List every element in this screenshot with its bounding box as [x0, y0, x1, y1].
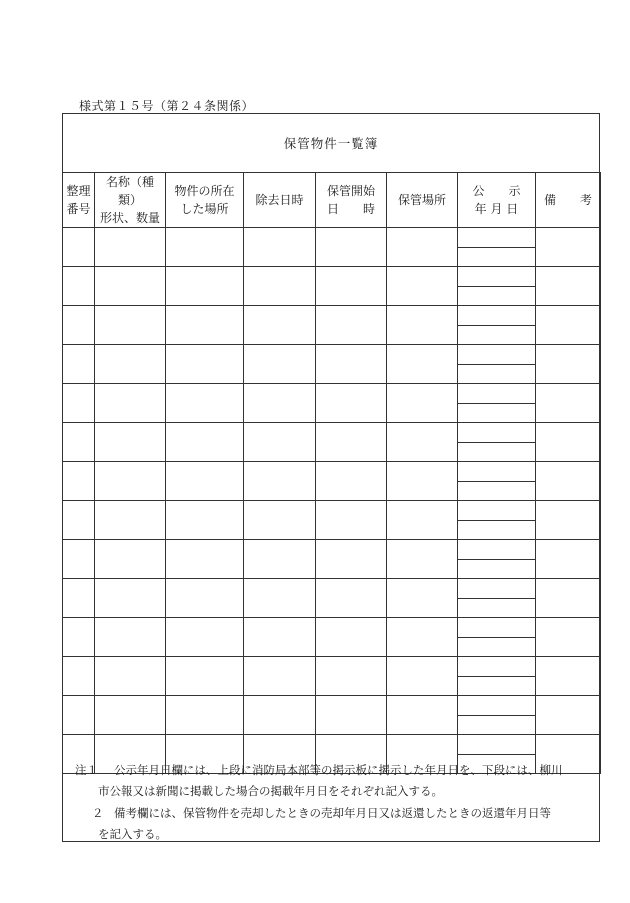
- cell-notice-upper: [458, 696, 536, 716]
- note2-label: ２: [92, 806, 104, 820]
- header-notice-line1: 公 示: [472, 184, 521, 198]
- header-removal: [244, 173, 316, 228]
- cell-removal: [244, 423, 316, 462]
- cell-place: [387, 540, 458, 579]
- cell-place: [387, 462, 458, 501]
- cell-place: [387, 384, 458, 423]
- cell-removal: [244, 306, 316, 345]
- cell-remarks: [536, 462, 601, 501]
- cell-number: [63, 306, 95, 345]
- cell-notice-lower: [458, 286, 536, 306]
- cell-remarks: [536, 579, 601, 618]
- cell-remarks: [536, 228, 601, 267]
- cell-number: [63, 345, 95, 384]
- cell-notice-lower: [458, 520, 536, 540]
- ledger-form: [62, 113, 600, 842]
- cell-start: [316, 384, 387, 423]
- cell-notice-lower: [458, 403, 536, 423]
- cell-removal: [244, 345, 316, 384]
- cell-notice-lower: [458, 364, 536, 384]
- cell-notice-lower: [458, 247, 536, 267]
- header-notice: [458, 173, 536, 228]
- cell-removal: [244, 579, 316, 618]
- cell-notice-lower: [458, 325, 536, 345]
- cell-removal: [244, 228, 316, 267]
- cell-removal: [244, 657, 316, 696]
- cell-start: [316, 462, 387, 501]
- cell-notice-upper: [458, 384, 536, 404]
- cell-location: [166, 462, 244, 501]
- header-location: [166, 173, 244, 228]
- table-body: [63, 228, 601, 774]
- cell-name: [95, 501, 166, 540]
- header-start: [316, 173, 387, 228]
- cell-removal: [244, 618, 316, 657]
- table-row: [63, 267, 601, 287]
- cell-start: [316, 657, 387, 696]
- header-number-line1: 整理: [66, 184, 91, 198]
- cell-location: [166, 345, 244, 384]
- table-header: [63, 173, 601, 228]
- cell-notice-lower: [458, 598, 536, 618]
- cell-remarks: [536, 501, 601, 540]
- table-row: [63, 579, 601, 599]
- cell-remarks: [536, 540, 601, 579]
- header-notice-line2: 年 月 日: [474, 202, 519, 216]
- header-place-label: 保管場所: [397, 193, 446, 207]
- cell-number: [63, 618, 95, 657]
- cell-removal: [244, 696, 316, 735]
- table-row: [63, 501, 601, 521]
- cell-notice-upper: [458, 579, 536, 599]
- cell-location: [166, 228, 244, 267]
- cell-remarks: [536, 657, 601, 696]
- cell-location: [166, 306, 244, 345]
- cell-start: [316, 696, 387, 735]
- header-remarks-label: 備 考: [543, 193, 592, 207]
- cell-remarks: [536, 345, 601, 384]
- table-row: [63, 345, 601, 365]
- cell-place: [387, 306, 458, 345]
- cell-notice-upper: [458, 618, 536, 638]
- cell-place: [387, 696, 458, 735]
- cell-number: [63, 384, 95, 423]
- header-start-line2: 日 時: [326, 202, 375, 216]
- cell-name: [95, 345, 166, 384]
- cell-number: [63, 540, 95, 579]
- cell-start: [316, 267, 387, 306]
- cell-place: [387, 657, 458, 696]
- cell-notice-upper: [458, 267, 536, 287]
- cell-place: [387, 228, 458, 267]
- cell-notice-upper: [458, 423, 536, 443]
- table-row: [63, 423, 601, 443]
- table-row: [63, 306, 601, 326]
- cell-notice-lower: [458, 442, 536, 462]
- cell-name: [95, 618, 166, 657]
- note1-line2: 市公報又は新聞に掲載した場合の掲載年月日をそれぞれ記入する。: [98, 784, 443, 798]
- cell-remarks: [536, 696, 601, 735]
- cell-removal: [244, 540, 316, 579]
- table-row: [63, 657, 601, 677]
- cell-location: [166, 267, 244, 306]
- note1-label: 注１: [75, 763, 98, 777]
- cell-name: [95, 384, 166, 423]
- cell-name: [95, 306, 166, 345]
- cell-start: [316, 501, 387, 540]
- cell-location: [166, 579, 244, 618]
- cell-notice-upper: [458, 735, 536, 755]
- cell-notice-upper: [458, 306, 536, 326]
- table-row: [63, 735, 601, 755]
- cell-start: [316, 306, 387, 345]
- cell-remarks: [536, 423, 601, 462]
- header-name: [95, 173, 166, 228]
- cell-name: [95, 540, 166, 579]
- cell-place: [387, 618, 458, 657]
- cell-name: [95, 267, 166, 306]
- header-place: [387, 173, 458, 228]
- table-row: [63, 384, 601, 404]
- cell-notice-upper: [458, 462, 536, 482]
- cell-name: [95, 657, 166, 696]
- cell-notice-upper: [458, 345, 536, 365]
- cell-number: [63, 696, 95, 735]
- cell-location: [166, 540, 244, 579]
- cell-number: [63, 423, 95, 462]
- cell-start: [316, 423, 387, 462]
- cell-place: [387, 267, 458, 306]
- cell-start: [316, 228, 387, 267]
- cell-name: [95, 423, 166, 462]
- cell-number: [63, 228, 95, 267]
- cell-place: [387, 345, 458, 384]
- cell-notice-lower: [458, 676, 536, 696]
- header-remarks: [536, 173, 601, 228]
- cell-notice-lower: [458, 559, 536, 579]
- cell-location: [166, 384, 244, 423]
- header-number-line2: 番号: [66, 202, 91, 216]
- header-name-line2: 形状、数量: [99, 211, 160, 225]
- cell-remarks: [536, 618, 601, 657]
- cell-start: [316, 618, 387, 657]
- cell-location: [166, 423, 244, 462]
- cell-number: [63, 462, 95, 501]
- cell-place: [387, 423, 458, 462]
- cell-location: [166, 501, 244, 540]
- table-row: [63, 618, 601, 638]
- note1-line1: 公示年月日欄には、上段に消防局本部等の掲示板に掲示した年月日を、下段には、柳川: [114, 763, 563, 777]
- table-row: [63, 462, 601, 482]
- cell-number: [63, 501, 95, 540]
- header-location-line1: 物件の所在: [174, 184, 235, 198]
- cell-name: [95, 696, 166, 735]
- cell-notice-upper: [458, 501, 536, 521]
- cell-name: [95, 228, 166, 267]
- note2-line2: を記入する。: [98, 827, 167, 841]
- cell-location: [166, 696, 244, 735]
- form-number: 様式第１５号（第２４条関係）: [79, 99, 255, 113]
- cell-name: [95, 462, 166, 501]
- cell-number: [63, 579, 95, 618]
- cell-number: [63, 657, 95, 696]
- cell-number: [63, 267, 95, 306]
- table-row: [63, 696, 601, 716]
- cell-removal: [244, 267, 316, 306]
- cell-notice-lower: [458, 481, 536, 501]
- header-removal-label: 除去日時: [255, 193, 304, 207]
- cell-start: [316, 345, 387, 384]
- cell-notice-upper: [458, 657, 536, 677]
- cell-start: [316, 579, 387, 618]
- cell-notice-lower: [458, 715, 536, 735]
- cell-start: [316, 540, 387, 579]
- cell-remarks: [536, 267, 601, 306]
- cell-removal: [244, 462, 316, 501]
- cell-notice-upper: [458, 540, 536, 560]
- ledger-table: [62, 172, 601, 774]
- header-location-line2: した場所: [180, 202, 229, 216]
- cell-place: [387, 579, 458, 618]
- note2-line1: 備考欄には、保管物件を売却したときの売却年月日又は返還したときの返還年月日等: [114, 806, 551, 820]
- cell-notice-upper: [458, 228, 536, 248]
- cell-name: [95, 579, 166, 618]
- table-row: [63, 540, 601, 560]
- header-name-line1: 名称（種類）: [105, 175, 154, 207]
- header-number: [63, 173, 95, 228]
- cell-location: [166, 618, 244, 657]
- cell-remarks: [536, 384, 601, 423]
- table-row: [63, 228, 601, 248]
- cell-notice-lower: [458, 637, 536, 657]
- header-start-line1: 保管開始: [326, 184, 375, 198]
- cell-removal: [244, 384, 316, 423]
- form-title: 保管物件一覧簿: [283, 136, 379, 151]
- cell-removal: [244, 501, 316, 540]
- cell-remarks: [536, 306, 601, 345]
- cell-location: [166, 657, 244, 696]
- cell-place: [387, 501, 458, 540]
